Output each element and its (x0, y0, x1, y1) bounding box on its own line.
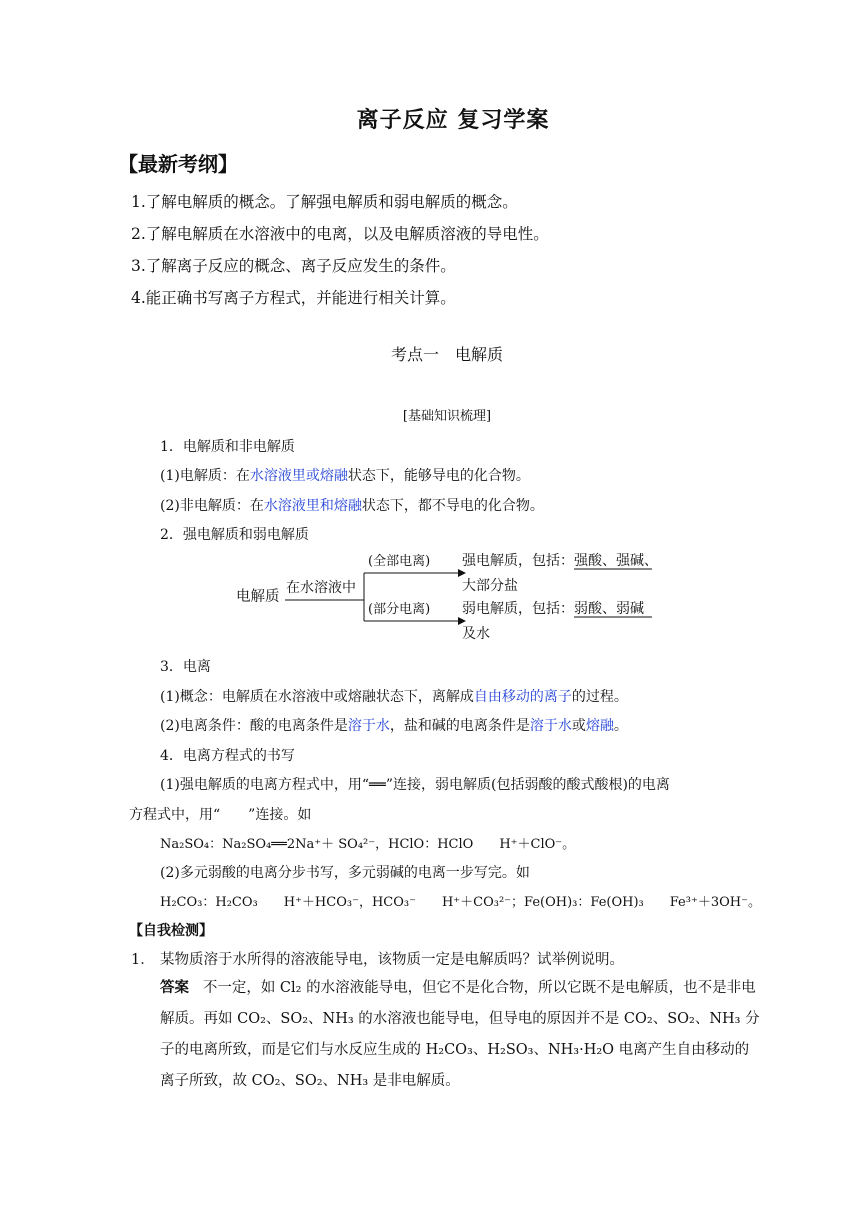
objective-1: 1.了解电解质的概念。了解强电解质和弱电解质的概念。 (131, 193, 518, 211)
ionization-concept: (1)概念：电解质在水溶液中或熔融状态下，离解成自由移动的离子的过程。 (160, 689, 628, 705)
equation-rule-line1: (1)强电解质的电离方程式中，用“══”连接，弱电解质(包括弱酸的酸式酸根)的电离 (160, 777, 670, 793)
answer-block (160, 972, 760, 1097)
objective-3: 3.了解离子反应的概念、离子反应发生的条件。 (131, 257, 456, 275)
ionization-condition: (2)电离条件：酸的电离条件是溶于水，盐和碱的电离条件是溶于水或熔融。 (160, 718, 628, 734)
question-text: 某物质溶于水所得的溶液能导电，该物质一定是电解质吗？试举例说明。 (160, 952, 624, 968)
section-title: 考点一 电解质 (390, 345, 503, 364)
strong-electrolyte-line2: 大部分盐 (462, 578, 518, 594)
self-check-heading: 【自我检测】 (129, 923, 213, 939)
objective-2: 2.了解电解质在水溶液中的电离，以及电解质溶液的导电性。 (131, 225, 549, 243)
weak-electrolyte-line1: 弱电解质，包括：弱酸、弱碱 (462, 601, 644, 617)
diagram-condition: 在水溶液中 (286, 580, 356, 596)
polyprotic-rule: (2)多元弱酸的电离分步书写，多元弱碱的电离一步写完。如 (160, 865, 530, 881)
electrolyte-classification-diagram (230, 545, 700, 647)
equation-example-1: Na₂SO₄：Na₂SO₄══2Na⁺＋ SO₄²⁻，HClO：HClO H⁺＋ClO⁻。 (160, 837, 576, 852)
weak-electrolyte-line2: 及水 (462, 626, 490, 642)
answer-label: 答案 (160, 979, 189, 996)
top-arrow-head (458, 569, 466, 577)
electrolyte-definition: (1)电解质：在水溶液里或熔融状态下，能够导电的化合物。 (160, 468, 530, 484)
objective-4: 4.能正确书写离子方程式，并能进行相关计算。 (131, 289, 456, 307)
top-branch-label: (全部电离) (368, 554, 431, 569)
equation-example-2: H₂CO₃：H₂CO₃ H⁺＋HCO₃⁻，HCO₃⁻ H⁺＋CO₃²⁻；Fe(OH)₃：Fe(OH)₃ Fe³⁺＋3OH⁻。 (160, 895, 761, 910)
heading-3: 3．电离 (160, 659, 211, 675)
equation-rule-line2: 方程式中，用“ ”连接。如 (129, 807, 312, 823)
answer-text: 不一定，如 Cl₂ 的水溶液能导电，但它不是化合物，所以它既不是电解质，也不是非电解质。再如 CO₂、SO₂、NH₃ 的水溶液也能导电，但导电的原因并不是 CO₂、SO₂、NH₃ 分子的电离所致，而是它们与水反应生成的 H₂CO₃、H₂SO₃、NH₃·H₂O 电离产生自由移动的离子所致，故 CO₂、SO₂、NH₃ 是非电解质。 (160, 980, 760, 1089)
heading-1: 1．电解质和非电解质 (160, 439, 295, 455)
question-number: 1． (131, 952, 155, 968)
outline-heading: 【最新考纲】 (118, 152, 238, 176)
strong-electrolyte-line1: 强电解质，包括：强酸、强碱、 (462, 553, 658, 569)
bottom-branch-label: (部分电离) (368, 602, 431, 617)
subsection-title: [基础知识梳理] (402, 409, 492, 424)
bottom-arrow-head (458, 617, 466, 625)
page-title: 离子反应 复习学案 (356, 107, 550, 133)
nonelectrolyte-definition: (2)非电解质：在水溶液里和熔融状态下，都不导电的化合物。 (160, 498, 544, 514)
diagram-root: 电解质 (236, 589, 280, 605)
heading-2: 2．强电解质和弱电解质 (160, 527, 309, 543)
heading-4: 4．电离方程式的书写 (160, 748, 295, 764)
